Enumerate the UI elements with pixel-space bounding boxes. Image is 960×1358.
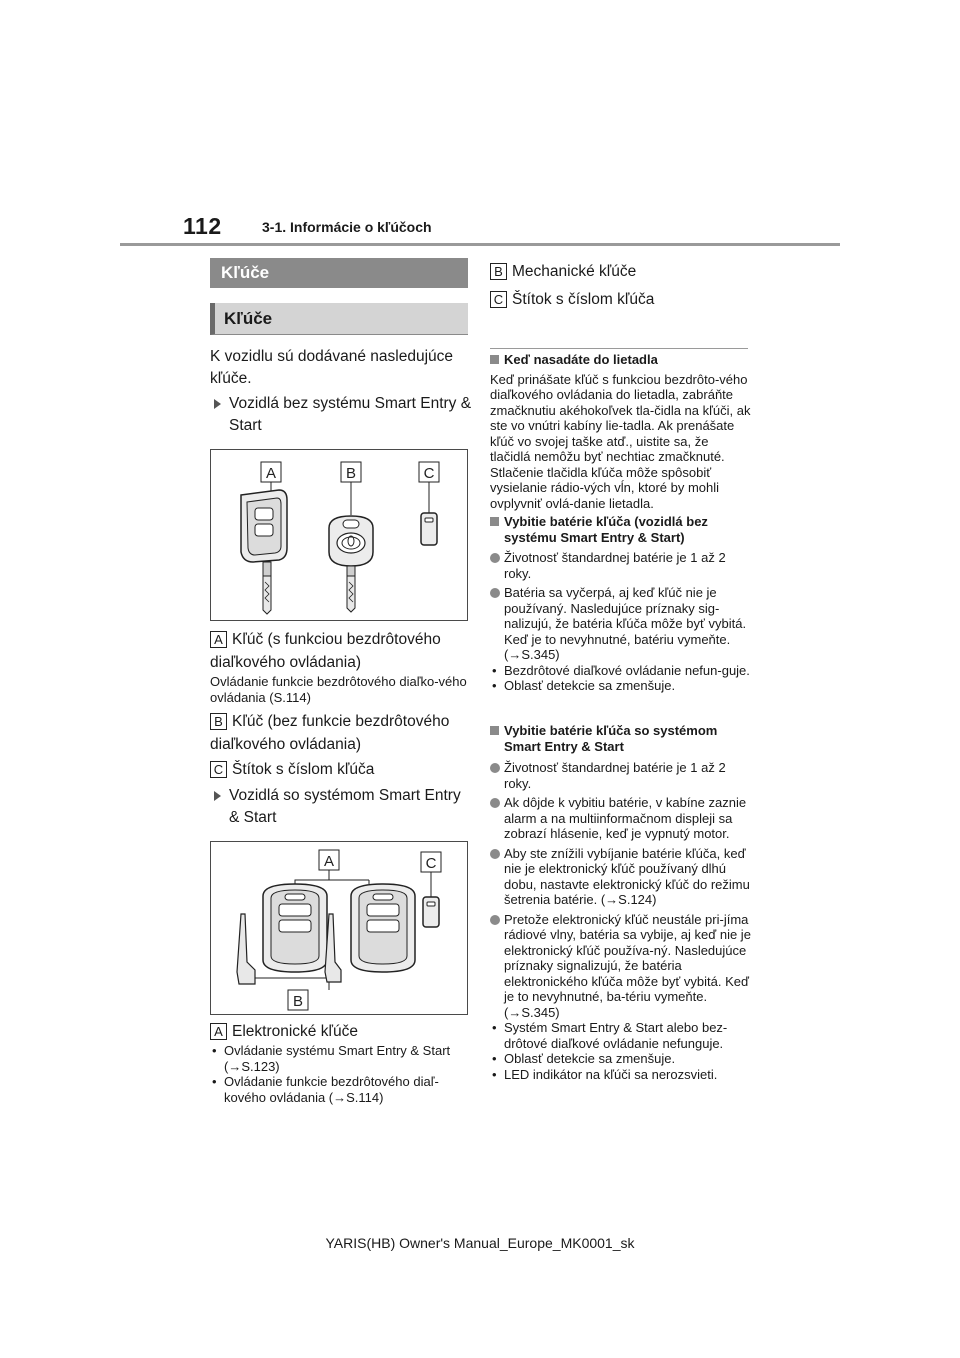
bullet-dot-icon [490,849,500,859]
key-c-text: Štítok s číslom kľúča [232,761,375,778]
page-number: 112 [183,213,222,239]
list-item: • Ovládanie funkcie bezdrôtového diaľ-kového ovládania (→S.114) [210,1074,472,1105]
intro-text: K vozidlu sú dodávané nasledujúce kľúče. [210,348,454,387]
key-b-caption [210,710,472,756]
smart-keys-illustration [211,842,467,1014]
bullet-dot-icon [490,798,500,808]
battery-section-standard [490,514,752,694]
letter-a-box: A [210,631,227,648]
list-item: Aby ste znížili vybíjanie batérie kľúča, keď nie je elektronický kľúč používaný dlhú dobu, nastavte elektronický kľúč do režimu šetrenia batérie. (→S.124) [490,846,752,908]
remote-key-icon [241,490,287,614]
section1-heading [214,393,472,437]
key-c-caption [210,758,472,781]
bullet-dot-icon [490,553,500,563]
list-item: Pretože elektronický kľúč neustále pri-jíma rádiové vlny, batéria sa vybije, aj keď nie je elektronický kľúč používa-ný. Nasledujúce príznaky signalizujú, že batéria elektronického kľúča môže byť vybitá. Keď je to nevyhnutné, ba-tériu vymeňte. (→S.345) [490,912,752,1021]
keys-illustration [211,450,467,620]
section1-title: Vozidlá bez systému Smart Entry & Start [229,395,472,434]
electronic-key-caption [210,1020,472,1043]
callout-b: B [345,465,357,482]
list-item: Životnosť štandardnej batérie je 1 až 2 roky. [490,760,752,791]
key-a-note: Ovládanie funkcie bezdrôtového diaľko-vého ovládania (S.114) [210,674,467,705]
letter-a-box: A [210,1023,227,1040]
key-number-tag-icon [423,897,439,927]
list-item: • LED indikátor na kľúči sa nerozsvieti. [490,1067,752,1083]
section-body: Keď prinášate kľúč s funkciou bezdrôto-vého diaľkového ovládania do lietadla, zabráňte zmačknutiu akéhokoľvek tla-čidla na kľúči, ak ste vo vnútri kabíny lie-tadla. Ak prenášate kľúč vo svojej taške atď., uistite sa, že tlačidlá nemôžu byť nechtiac zmačknuté. Stlačenie tlačidla kľúča môže spôsobiť vysielanie rádio-vých vĺn, ktoré by mohli ovplyvniť ovlá-danie lietadla. [490,371,751,511]
square-marker-icon [490,517,499,526]
section2-heading [214,785,472,829]
bullet-dot-icon [490,915,500,925]
section-banner: Kľúče [210,258,468,288]
key-b-text: Kľúč (bez funkcie bezdrôtového diaľkového ovládania) [210,713,450,753]
section-heading: Keď nasadáte do lietadla [490,352,752,368]
letter-c-box: C [210,761,227,778]
bullet-dot-icon [490,588,500,598]
key-number-tag-icon [421,513,437,545]
mechanical-keys-caption [490,260,752,283]
section-heading: Vybitie batérie kľúča (vozidlá bez systému Smart Entry & Start) [490,514,752,545]
list-item: • Ovládanie systému Smart Entry & Start (→S.123) [210,1043,472,1074]
list-item: • Oblasť detekcie sa zmenšuje. [490,1051,752,1067]
header-rule [120,243,840,246]
smart-key-icon [237,884,327,984]
square-marker-icon [490,355,499,364]
triangle-marker-icon [214,791,221,801]
list-item: • Oblasť detekcie sa zmenšuje. [490,678,752,694]
callout-a: A [323,853,335,870]
smart-key-icon [325,884,415,982]
battery-section-smart [490,723,752,1082]
mechanical-keys-text: Mechanické kľúče [512,263,637,280]
square-marker-icon [490,726,499,735]
sub-bullets [490,663,752,694]
figure-keys-without-smart-entry [210,449,468,621]
list-item: • Systém Smart Entry & Start alebo bez-drôtové diaľkové ovládanie nefunguje. [490,1020,752,1051]
sub-bullets [490,1020,752,1082]
section-heading: Vybitie batérie kľúča so systémom Smart Entry & Start [490,723,752,754]
chapter-title: 3-1. Informácie o kľúčoch [262,219,432,235]
electronic-key-bullets [210,1043,472,1105]
electronic-key-text: Elektronické kľúče [232,1023,358,1040]
list-item: Životnosť štandardnej batérie je 1 až 2 roky. [490,550,752,581]
subsection-banner: Kľúče [210,303,468,335]
figure-smart-keys [210,841,468,1015]
letter-c-box: C [490,291,507,308]
key-a-text: Kľúč (s funkciou bezdrôtového diaľkového ovládania) [210,631,441,671]
callout-c: C [425,855,437,872]
list-item: Ak dôjde k vybitiu batérie, v kabíne zaznie alarm a na multiinformačnom displeji sa zobrazí hlásenie, keď je vypnutý motor. [490,795,752,842]
key-a-caption [210,628,472,674]
footer-text: YARIS(HB) Owner's Manual_Europe_MK0001_sk [325,1235,635,1251]
key-tag-text: Štítok s číslom kľúča [512,291,655,308]
triangle-marker-icon [214,399,221,409]
section2-title: Vozidlá so systémom Smart Entry & Start [229,787,461,826]
letter-b-box: B [490,263,507,280]
section-divider [490,348,748,349]
bullet-dot-icon [490,763,500,773]
list-item: • Bezdrôtové diaľkové ovládanie nefun-guje. [490,663,752,679]
callout-b: B [292,993,304,1010]
callout-c: C [423,465,435,482]
airplane-section [490,352,752,511]
key-tag-caption [490,288,752,311]
list-item: Batéria sa vyčerpá, aj keď kľúč nie je používaný. Nasledujúce príznaky sig-nalizujú, že batéria kľúča môže byť vybitá. Keď je to nevyhnutné, batériu vymeňte. (→S.345) [490,585,752,663]
letter-b-box: B [210,713,227,730]
mechanical-key-icon [329,516,373,612]
callout-a: A [265,465,277,482]
